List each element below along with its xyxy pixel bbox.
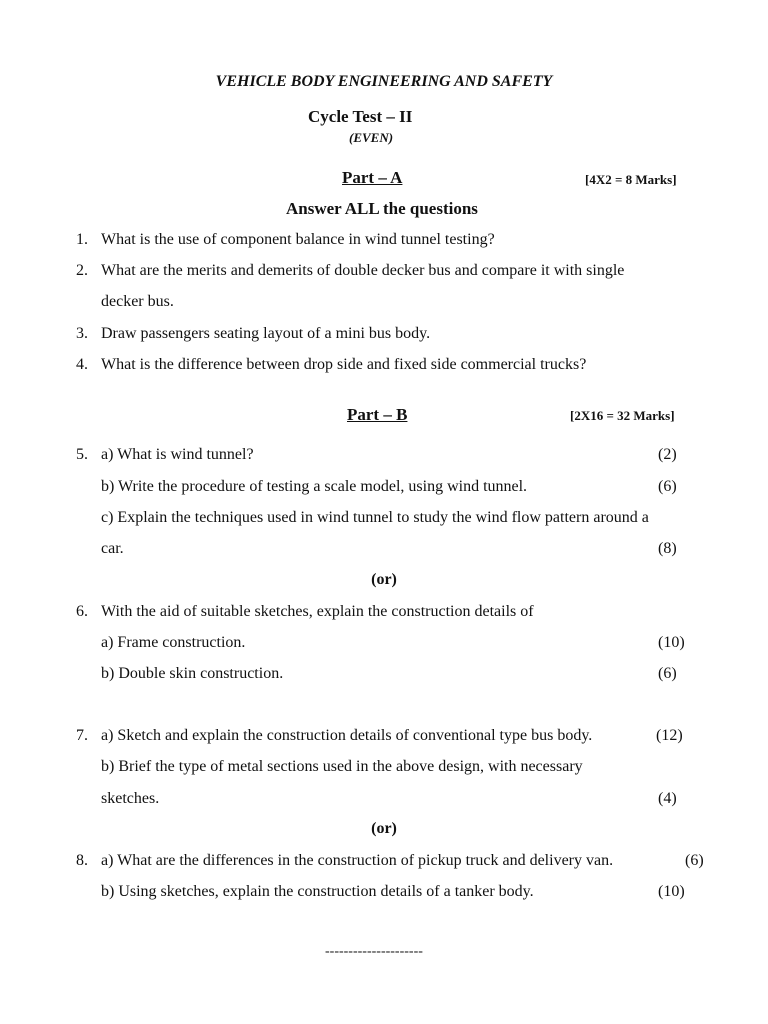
question-text: a) What is wind tunnel? (101, 446, 254, 463)
question-text: What is the use of component balance in wind tunnel testing? (101, 231, 495, 248)
question-text: a) Frame construction. (101, 634, 246, 651)
question-number: 8. (76, 852, 88, 869)
question-marks: (6) (658, 665, 677, 682)
question-text: Draw passengers seating layout of a mini bus body. (101, 325, 431, 342)
question-marks: (10) (658, 883, 685, 900)
question-text: c) Explain the techniques used in wind tunnel to study the wind flow pattern around a (101, 509, 649, 526)
question-text: With the aid of suitable sketches, explain the construction details of (101, 603, 534, 620)
question-text: b) Brief the type of metal sections used in the above design, with necessary (101, 758, 583, 775)
question-number: 7. (76, 727, 88, 744)
question-marks: (6) (685, 852, 704, 869)
question-text-continued: decker bus. (101, 293, 174, 310)
question-text-continued: car. (101, 540, 124, 557)
question-number: 6. (76, 603, 88, 620)
part-b-marks: [2X16 = 32 Marks] (570, 408, 675, 423)
question-text-continued: sketches. (101, 790, 160, 807)
question-text: What are the merits and demerits of double decker bus and compare it with single (101, 262, 625, 279)
part-a-heading: Part – A (342, 168, 403, 187)
end-separator: --------------------- (325, 944, 423, 959)
question-number: 2. (76, 262, 88, 279)
part-b-heading: Part – B (347, 405, 408, 424)
question-marks: (12) (656, 727, 683, 744)
exam-subtitle: Cycle Test – II (308, 107, 413, 126)
question-marks: (6) (658, 478, 677, 495)
question-text: a) Sketch and explain the construction details of conventional type bus body. (101, 727, 593, 744)
question-text: What is the difference between drop side and fixed side commercial trucks? (101, 356, 587, 373)
question-text: b) Write the procedure of testing a scale model, using wind tunnel. (101, 478, 528, 495)
question-marks: (2) (658, 446, 677, 463)
question-text: b) Double skin construction. (101, 665, 284, 682)
part-a-marks: [4X2 = 8 Marks] (585, 172, 677, 187)
exam-title: VEHICLE BODY ENGINEERING AND SAFETY (215, 73, 553, 90)
question-number: 5. (76, 446, 88, 463)
exam-session: (EVEN) (349, 130, 394, 145)
question-marks: (8) (658, 540, 677, 557)
question-marks: (4) (658, 790, 677, 807)
question-text: b) Using sketches, explain the construction details of a tanker body. (101, 883, 534, 900)
question-number: 4. (76, 356, 88, 373)
question-number: 1. (76, 231, 88, 248)
question-text: a) What are the differences in the construction of pickup truck and delivery van. (101, 852, 614, 869)
or-separator: (or) (371, 820, 397, 837)
part-a-instruction: Answer ALL the questions (286, 199, 478, 218)
question-marks: (10) (658, 634, 685, 651)
question-number: 3. (76, 325, 88, 342)
or-separator: (or) (371, 571, 397, 588)
